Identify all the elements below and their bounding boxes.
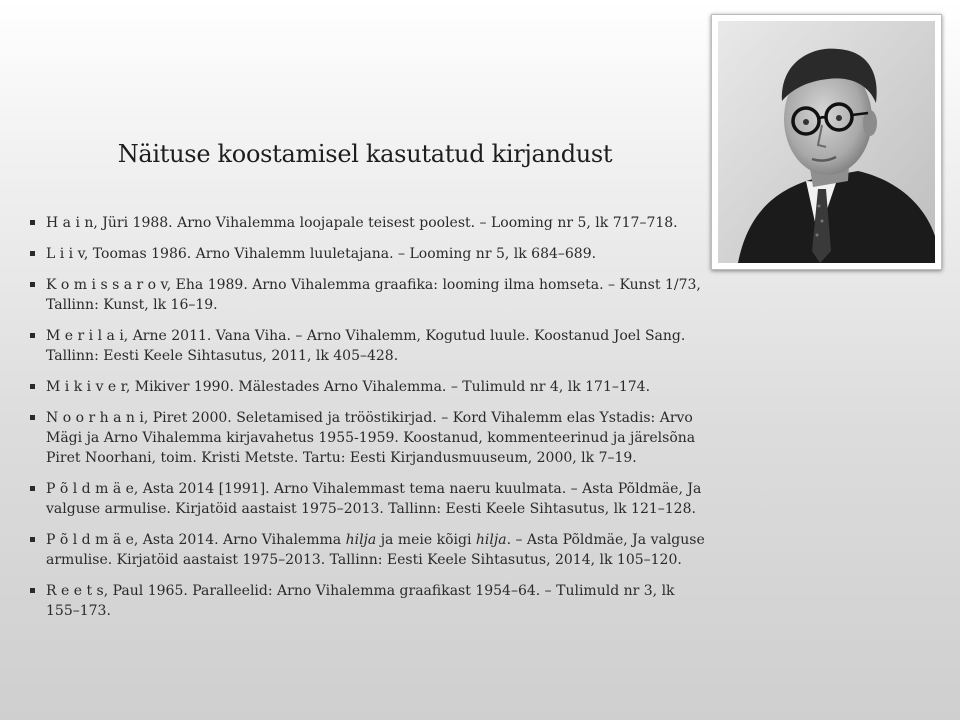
- reference-list: [30, 213, 710, 632]
- list-item: [30, 530, 710, 570]
- reference-text: , Toomas 1986. Arno Vihalemm luuletajana. – Looming nr 5, lk 684–689.: [83, 246, 597, 262]
- reference-author: M i k i v e r: [46, 379, 126, 395]
- reference-text: , Mikiver 1990. Mälestades Arno Vihalemma. – Tulimuld nr 4, lk 171–174.: [125, 379, 651, 395]
- reference-emphasis: hilja: [345, 532, 377, 548]
- reference-author: L i i v: [46, 246, 84, 262]
- list-item: [30, 581, 710, 621]
- portrait-photo: [711, 14, 942, 270]
- list-item: [30, 377, 710, 397]
- reference-text: , Piret 2000. Seletamised ja trööstikirjad. – Kord Vihalemm elas Ystadis: Arvo Mägi ja Arno Vihalemma kirjavahetus 1955-1959. Koostanud, kommenteerinud ja järelsõna Piret Noorhani, toim. Kristi Metste. Tartu: Eesti Kirjandusmuuseum, 2000, lk 7–19.: [46, 410, 696, 466]
- reference-text: . – Asta Põldmäe, Ja valguse armulise. Kirjatöid aastaist 1975–2013. Tallinn: Eesti Keele Sihtasutus, 2014, lk 105–120.: [46, 532, 705, 568]
- bullet-icon: [30, 486, 35, 491]
- reference-author: K o m i s s a r o v: [46, 277, 167, 293]
- reference-text: , Asta 2014 [1991]. Arno Vihalemmast tema naeru kuulmata. – Asta Põldmäe, Ja valguse armulise. Kirjatöid aastaist 1975–2013. Tallinn: Eesti Keele Sihtasutus, lk 121–128.: [46, 481, 702, 517]
- reference-author: H a i n: [46, 215, 94, 231]
- reference-author: P õ l d m ä e: [46, 481, 134, 497]
- reference-emphasis: hilja: [475, 532, 507, 548]
- reference-author: M e r i l a i: [46, 328, 124, 344]
- portrait-photo-image: [718, 21, 935, 263]
- list-item: [30, 213, 710, 233]
- bullet-icon: [30, 415, 35, 420]
- bullet-icon: [30, 333, 35, 338]
- reference-text: , Paul 1965. Paralleelid: Arno Vihalemma graafikast 1954–64. – Tulimuld nr 3, lk 155–173.: [46, 583, 675, 619]
- bullet-icon: [30, 282, 35, 287]
- list-item: [30, 479, 710, 519]
- reference-text: , Arne 2011. Vana Viha. – Arno Vihalemm, Kogutud luule. Koostanud Joel Sang. Tallinn: Eesti Keele Sihtasutus, 2011, lk 405–428.: [46, 328, 686, 364]
- reference-author: N o o r h a n i: [46, 410, 144, 426]
- bullet-icon: [30, 251, 35, 256]
- list-item: [30, 326, 710, 366]
- reference-author: P õ l d m ä e: [46, 532, 134, 548]
- slide-title: Näituse koostamisel kasutatud kirjandust: [117, 140, 613, 168]
- bullet-icon: [30, 384, 35, 389]
- bullet-icon: [30, 537, 35, 542]
- list-item: [30, 244, 710, 264]
- reference-author: R e e t s: [46, 583, 104, 599]
- reference-text: , Jüri 1988. Arno Vihalemma loojapale teisest poolest. – Looming nr 5, lk 717–718.: [93, 215, 678, 231]
- list-item: [30, 275, 710, 315]
- list-item: [30, 408, 710, 468]
- reference-text: ja meie kõigi: [376, 532, 476, 548]
- bullet-icon: [30, 588, 35, 593]
- reference-text: , Asta 2014. Arno Vihalemma: [133, 532, 346, 548]
- bullet-icon: [30, 220, 35, 225]
- reference-text: , Eha 1989. Arno Vihalemma graafika: looming ilma homseta. – Kunst 1/73, Tallinn: Kunst, lk 16–19.: [46, 277, 701, 313]
